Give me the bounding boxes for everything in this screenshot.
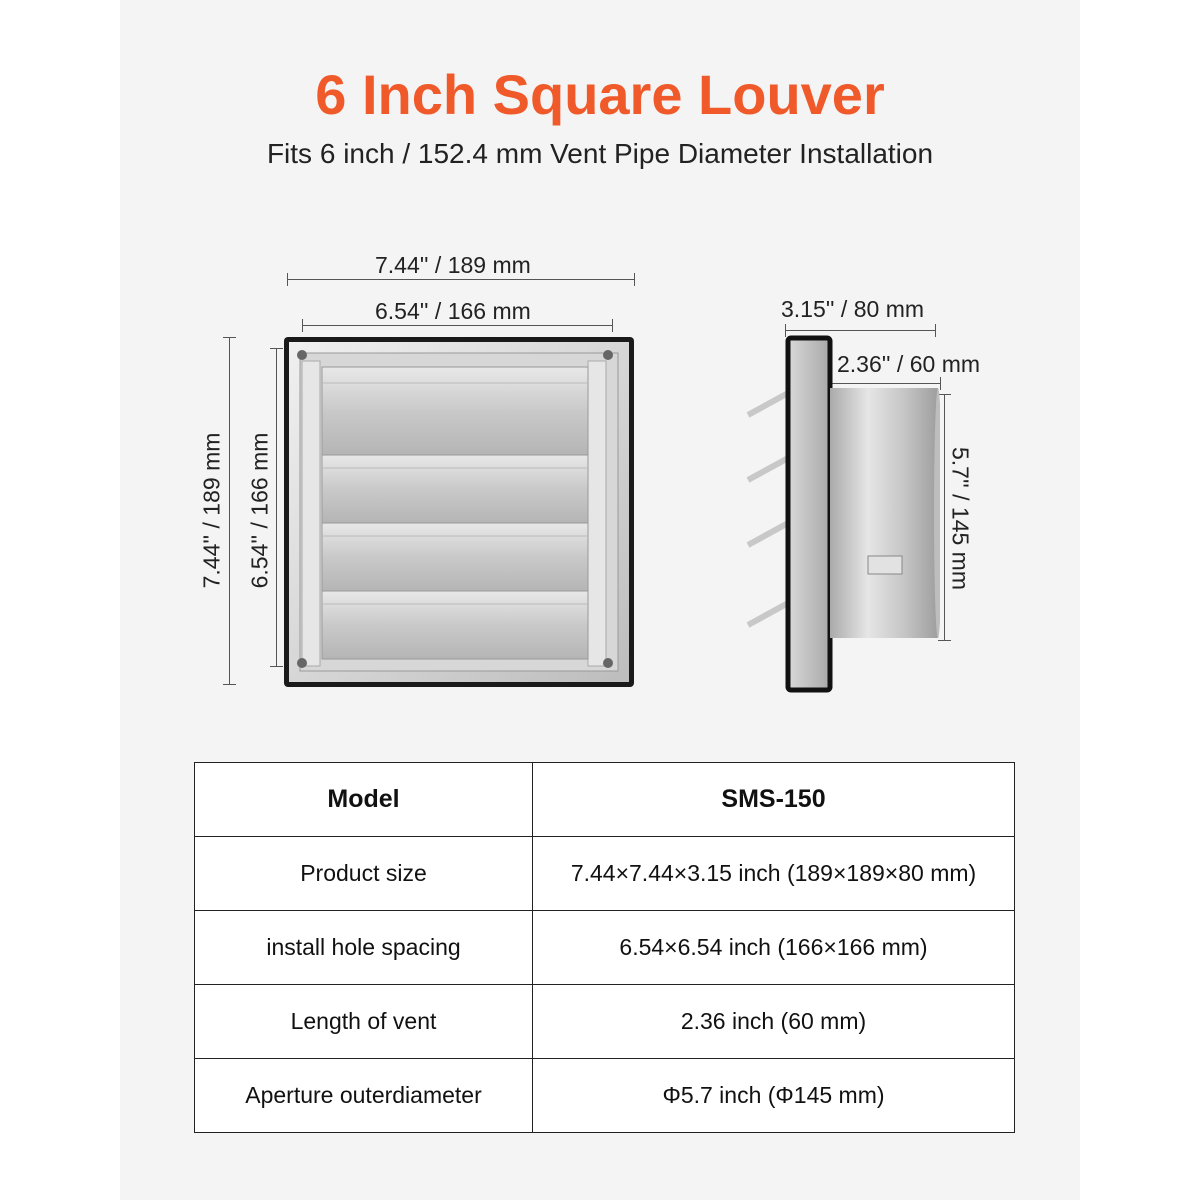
page-title: 6 Inch Square Louver xyxy=(315,63,885,126)
hole-height-label: 6.54'' / 166 mm xyxy=(246,432,273,589)
aperture-line xyxy=(944,394,945,640)
table-row xyxy=(195,911,1015,985)
table-header-row xyxy=(195,763,1015,837)
vent-length-label: 2.36'' / 60 mm xyxy=(837,351,981,377)
outer-height-label: 7.44'' / 189 mm xyxy=(198,432,225,589)
row-label: Product size xyxy=(195,837,533,911)
table-row xyxy=(195,1059,1015,1133)
aperture-label: 5.7'' / 145 mm xyxy=(947,446,974,590)
row-value: 7.44×7.44×3.15 inch (189×189×80 mm) xyxy=(533,837,1015,911)
table-row xyxy=(195,985,1015,1059)
table-row xyxy=(195,837,1015,911)
row-value: Φ5.7 inch (Φ145 mm) xyxy=(533,1059,1015,1133)
outer-height-line xyxy=(229,337,230,684)
page-subtitle: Fits 6 inch / 152.4 mm Vent Pipe Diameter Installation xyxy=(266,138,934,169)
row-value: 6.54×6.54 inch (166×166 mm) xyxy=(533,911,1015,985)
hole-width-line xyxy=(302,325,612,326)
row-label: Length of vent xyxy=(195,985,533,1059)
table-header-label: Model xyxy=(195,763,533,837)
outer-width-line xyxy=(287,279,634,280)
hole-width-label: 6.54'' / 166 mm xyxy=(375,298,531,324)
outer-width-label: 7.44'' / 189 mm xyxy=(375,252,531,278)
row-value: 2.36 inch (60 mm) xyxy=(533,985,1015,1059)
louver-side-view xyxy=(740,330,940,700)
depth-label: 3.15'' / 80 mm xyxy=(781,296,925,322)
louver-front-view xyxy=(280,333,640,693)
row-label: install hole spacing xyxy=(195,911,533,985)
table-header-value: SMS-150 xyxy=(533,763,1015,837)
spec-table xyxy=(194,762,1015,1133)
row-label: Aperture outerdiameter xyxy=(195,1059,533,1133)
hole-height-line xyxy=(276,348,277,666)
